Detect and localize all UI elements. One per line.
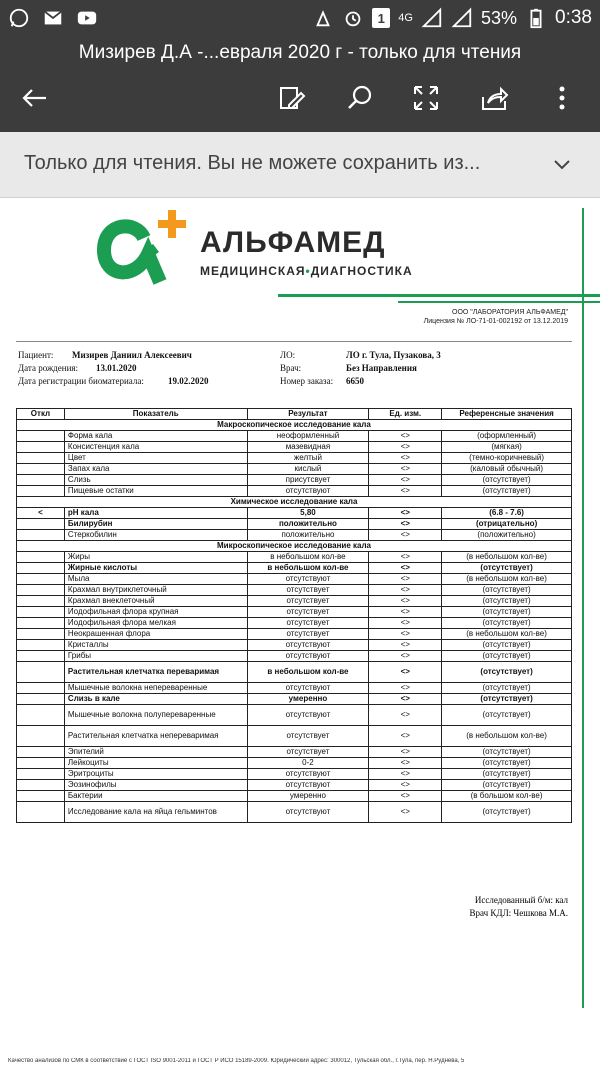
- cell-indicator: Консистенция кала: [64, 442, 247, 453]
- fullscreen-button[interactable]: [408, 80, 444, 116]
- read-only-banner[interactable]: [0, 132, 600, 198]
- cell-reference: (отсутствует): [442, 705, 572, 726]
- cell-deviation: [17, 596, 65, 607]
- cell-reference: (отсутствует): [442, 618, 572, 629]
- patient-label: Пациент:: [18, 350, 54, 360]
- cell-unit: <>: [369, 651, 442, 662]
- cell-unit: <>: [369, 694, 442, 705]
- cell-unit: <>: [369, 618, 442, 629]
- table-row: [17, 475, 572, 486]
- cell-unit: <>: [369, 552, 442, 563]
- logo-sub-part-2: ДИАГНОСТИКА: [310, 264, 413, 278]
- material-note: Исследованный б/м: кал: [474, 895, 568, 905]
- cell-indicator: Бактерии: [64, 791, 247, 802]
- quality-footnote: Качество анализов по СМК в соответствие с ГОСТ ISO 9001-2011 и ГОСТ Р ИСО 15189-2009. Юридический адрес: 300012, Тульская обл., г.Тула, пер. Н.Руднева, 5: [8, 1058, 465, 1064]
- cell-reference: (мягкая): [442, 442, 572, 453]
- cell-unit: <>: [369, 574, 442, 585]
- cell-deviation: [17, 705, 65, 726]
- cell-indicator: Жиры: [64, 552, 247, 563]
- cell-deviation: [17, 726, 65, 747]
- cell-unit: <>: [369, 802, 442, 823]
- patient-name: Мизирев Даниил Алексеевич: [72, 350, 192, 360]
- dob-value: 13.01.2020: [96, 363, 137, 373]
- cell-indicator: Неокрашенная флора: [64, 629, 247, 640]
- section-row: [17, 541, 572, 552]
- cell-unit: <>: [369, 780, 442, 791]
- table-header-row: [17, 409, 572, 420]
- cell-unit: <>: [369, 758, 442, 769]
- recycle-icon: [312, 7, 334, 29]
- cell-indicator: pH кала: [64, 508, 247, 519]
- cell-deviation: [17, 683, 65, 694]
- order-value: 6650: [346, 376, 364, 386]
- logo-line-horizontal: [278, 294, 600, 297]
- reg-value: 19.02.2020: [168, 376, 209, 386]
- cell-deviation: [17, 431, 65, 442]
- cell-result: отсутствуют: [247, 705, 369, 726]
- table-row: [17, 758, 572, 769]
- back-button[interactable]: [16, 80, 52, 116]
- cell-deviation: [17, 618, 65, 629]
- cell-deviation: [17, 464, 65, 475]
- cell-deviation: [17, 607, 65, 618]
- table-row: [17, 640, 572, 651]
- cell-reference: (в небольшом кол-ве): [442, 629, 572, 640]
- cell-indicator: Крахмал внеклеточный: [64, 596, 247, 607]
- cell-deviation: [17, 651, 65, 662]
- section-title: Макроскопическое исследование кала: [17, 420, 572, 431]
- cell-result: отсутствует: [247, 607, 369, 618]
- cell-unit: <>: [369, 607, 442, 618]
- cell-indicator: Пищевые остатки: [64, 486, 247, 497]
- whatsapp-icon: [8, 7, 30, 29]
- cell-unit: <>: [369, 519, 442, 530]
- cell-unit: <>: [369, 486, 442, 497]
- table-row: [17, 651, 572, 662]
- cell-unit: <>: [369, 747, 442, 758]
- cell-result: в небольшом кол-ве: [247, 662, 369, 683]
- cell-deviation: [17, 629, 65, 640]
- doctor-label: Врач:: [280, 363, 302, 373]
- table-row: [17, 431, 572, 442]
- share-button[interactable]: [476, 80, 512, 116]
- clock: 0:38: [555, 7, 592, 28]
- cell-reference: (отсутствует): [442, 475, 572, 486]
- table-row: [17, 607, 572, 618]
- app-toolbar: [0, 36, 600, 132]
- cell-deviation: [17, 574, 65, 585]
- logo-name: АЛЬФАМЕД: [200, 226, 386, 259]
- cell-indicator: Растительная клетчатка непереваримая: [64, 726, 247, 747]
- battery-percent: 53%: [480, 7, 518, 28]
- cell-reference: (отсутствует): [442, 651, 572, 662]
- cell-result: отсутствует: [247, 596, 369, 607]
- table-row: [17, 662, 572, 683]
- cell-deviation: <: [17, 508, 65, 519]
- cell-reference: (отсутствует): [442, 758, 572, 769]
- alarm-icon: [342, 7, 364, 29]
- document-page: [0, 198, 600, 1065]
- youtube-icon: [76, 7, 98, 29]
- toolbar-actions: [0, 80, 600, 124]
- cell-deviation: [17, 747, 65, 758]
- cell-indicator: Мыла: [64, 574, 247, 585]
- cell-unit: <>: [369, 629, 442, 640]
- table-row: [17, 596, 572, 607]
- cell-unit: <>: [369, 453, 442, 464]
- logo-sub-part-1: МЕДИЦИНСКАЯ: [200, 264, 306, 278]
- cell-reference: (6.8 - 7.6): [442, 508, 572, 519]
- table-row: [17, 747, 572, 758]
- cell-indicator: Слизь: [64, 475, 247, 486]
- cell-result: кислый: [247, 464, 369, 475]
- cell-unit: <>: [369, 683, 442, 694]
- lo-value: ЛО г. Тула, Пузакова, 3: [346, 350, 441, 360]
- cell-deviation: [17, 802, 65, 823]
- share-icon: [479, 83, 509, 113]
- more-vertical-icon: [547, 83, 577, 113]
- logo-dot: •: [305, 264, 311, 278]
- search-icon: [345, 83, 375, 113]
- cell-result: желтый: [247, 453, 369, 464]
- cell-reference: (отсутствует): [442, 607, 572, 618]
- logo-subtitle: [200, 264, 413, 278]
- cell-result: отсутствуют: [247, 486, 369, 497]
- banner-text: Только для чтения. Вы не можете сохранить из...: [24, 152, 481, 174]
- cell-result: отсутствует: [247, 585, 369, 596]
- header-unit: Ед. изм.: [369, 409, 442, 420]
- cell-unit: <>: [369, 464, 442, 475]
- cell-result: мазевидная: [247, 442, 369, 453]
- cell-deviation: [17, 552, 65, 563]
- cell-unit: <>: [369, 530, 442, 541]
- document-title: Мизирев Д.А -...евраля 2020 г - только для чтения: [78, 42, 522, 63]
- header-otkl: Откл: [17, 409, 65, 420]
- cell-result: 0-2: [247, 758, 369, 769]
- cell-result: в небольшом кол-ве: [247, 552, 369, 563]
- table-row: [17, 486, 572, 497]
- cell-result: в небольшом кол-ве: [247, 563, 369, 574]
- section-row: [17, 420, 572, 431]
- cell-indicator: Жирные кислоты: [64, 563, 247, 574]
- cell-result: отсутствуют: [247, 780, 369, 791]
- cell-reference: (отсутствует): [442, 563, 572, 574]
- table-row: [17, 791, 572, 802]
- table-row: [17, 705, 572, 726]
- cell-deviation: [17, 585, 65, 596]
- cell-indicator: Эозинофилы: [64, 780, 247, 791]
- header-reference: Референсные значения: [442, 409, 572, 420]
- table-row: [17, 694, 572, 705]
- cell-result: отсутствуют: [247, 769, 369, 780]
- table-row: [17, 683, 572, 694]
- cell-reference: (отсутствует): [442, 683, 572, 694]
- more-button[interactable]: [544, 80, 580, 116]
- signal-2-icon: [451, 7, 473, 29]
- lo-label: ЛО:: [280, 350, 296, 360]
- cell-indicator: Стеркобилин: [64, 530, 247, 541]
- cell-unit: <>: [369, 640, 442, 651]
- table-row: [17, 508, 572, 519]
- order-label: Номер заказа:: [280, 376, 334, 386]
- cell-reference: (оформленный): [442, 431, 572, 442]
- cell-result: отсутствуют: [247, 651, 369, 662]
- lab-name: ООО "ЛАБОРАТОРИЯ АЛЬФАМЕД": [452, 309, 568, 316]
- reg-label: Дата регистрации биоматериала:: [18, 376, 144, 386]
- cell-reference: (темно-коричневый): [442, 453, 572, 464]
- status-bar: [0, 0, 600, 36]
- table-row: [17, 726, 572, 747]
- cell-reference: (отсутствует): [442, 769, 572, 780]
- cell-unit: <>: [369, 769, 442, 780]
- chevron-down-icon[interactable]: [550, 152, 574, 176]
- lab-doctor: Врач КДЛ: Чешкова М.А.: [469, 908, 568, 918]
- table-row: [17, 629, 572, 640]
- cell-indicator: Запах кала: [64, 464, 247, 475]
- cell-indicator: Билирубин: [64, 519, 247, 530]
- cell-unit: <>: [369, 726, 442, 747]
- table-row: [17, 585, 572, 596]
- cell-indicator: Иодофильная флора крупная: [64, 607, 247, 618]
- cell-reference: (отсутствует): [442, 486, 572, 497]
- pen-icon: [277, 83, 307, 113]
- results-table: [16, 408, 572, 823]
- cell-indicator: Исследование кала на яйца гельминтов: [64, 802, 247, 823]
- cell-deviation: [17, 475, 65, 486]
- cell-result: отсутствует: [247, 618, 369, 629]
- cell-result: неоформленный: [247, 431, 369, 442]
- cell-deviation: [17, 758, 65, 769]
- cell-reference: (положительно): [442, 530, 572, 541]
- sim-number: 1: [377, 10, 385, 26]
- cell-result: отсутствует: [247, 747, 369, 758]
- table-row: [17, 552, 572, 563]
- table-row: [17, 618, 572, 629]
- header-indicator: Показатель: [64, 409, 247, 420]
- logo-line-vertical: [582, 208, 584, 1008]
- table-row: [17, 442, 572, 453]
- cell-indicator: Кристаллы: [64, 640, 247, 651]
- cell-reference: (в небольшом кол-ве): [442, 574, 572, 585]
- network-type: 4G: [398, 12, 413, 24]
- doctor-value: Без Направления: [346, 363, 417, 373]
- cell-indicator: Грибы: [64, 651, 247, 662]
- lab-info: [424, 308, 568, 326]
- cell-deviation: [17, 780, 65, 791]
- cell-unit: <>: [369, 475, 442, 486]
- cell-indicator: Растительная клетчатка переваримая: [64, 662, 247, 683]
- cell-unit: <>: [369, 442, 442, 453]
- cell-result: присутсвует: [247, 475, 369, 486]
- cell-result: отсутствуют: [247, 574, 369, 585]
- cell-indicator: Лейкоциты: [64, 758, 247, 769]
- cell-reference: (отсутствует): [442, 780, 572, 791]
- cell-reference: (отсутствует): [442, 662, 572, 683]
- cell-indicator: Мышечные волокна непереваренные: [64, 683, 247, 694]
- cell-result: отсутствуют: [247, 802, 369, 823]
- cell-indicator: Эпителий: [64, 747, 247, 758]
- table-row: [17, 453, 572, 464]
- section-row: [17, 497, 572, 508]
- sim-icon: [372, 8, 390, 28]
- arrow-left-icon: [19, 83, 49, 113]
- cell-result: отсутствует: [247, 629, 369, 640]
- cell-indicator: Цвет: [64, 453, 247, 464]
- cell-unit: <>: [369, 791, 442, 802]
- results-body: [17, 420, 572, 823]
- cell-reference: (в небольшом кол-ве): [442, 726, 572, 747]
- cell-deviation: [17, 791, 65, 802]
- cell-deviation: [17, 769, 65, 780]
- cell-unit: <>: [369, 431, 442, 442]
- mail-icon: [42, 7, 64, 29]
- cell-indicator: Иодофильная флора мелкая: [64, 618, 247, 629]
- cell-deviation: [17, 530, 65, 541]
- cell-reference: (отсутствует): [442, 747, 572, 758]
- cell-reference: (в небольшом кол-ве): [442, 552, 572, 563]
- table-row: [17, 519, 572, 530]
- cell-result: отсутствуют: [247, 683, 369, 694]
- cell-reference: (отсутствует): [442, 694, 572, 705]
- table-row: [17, 802, 572, 823]
- header-divider: [16, 341, 572, 342]
- cell-indicator: Крахмал внутриклеточный: [64, 585, 247, 596]
- cell-unit: <>: [369, 662, 442, 683]
- cell-indicator: Форма кала: [64, 431, 247, 442]
- cell-unit: <>: [369, 596, 442, 607]
- cell-indicator: Мышечные волокна полупереваренные: [64, 705, 247, 726]
- cell-reference: (отрицательно): [442, 519, 572, 530]
- section-title: Химическое исследование кала: [17, 497, 572, 508]
- header-result: Результат: [247, 409, 369, 420]
- alpha-logo-icon: [96, 208, 196, 288]
- cell-reference: (отсутствует): [442, 802, 572, 823]
- signal-icon: [421, 7, 443, 29]
- cell-deviation: [17, 453, 65, 464]
- cell-reference: (в большом кол-ве): [442, 791, 572, 802]
- cell-deviation: [17, 694, 65, 705]
- section-title: Микроскопическое исследование кала: [17, 541, 572, 552]
- cell-deviation: [17, 442, 65, 453]
- logo-line-horizontal-2: [398, 301, 600, 303]
- cell-reference: (отсутствует): [442, 585, 572, 596]
- edit-button[interactable]: [274, 80, 310, 116]
- cell-result: отсутствует: [247, 726, 369, 747]
- cell-deviation: [17, 640, 65, 651]
- table-row: [17, 780, 572, 791]
- battery-icon: [525, 7, 547, 29]
- cell-unit: <>: [369, 585, 442, 596]
- cell-unit: <>: [369, 705, 442, 726]
- table-row: [17, 464, 572, 475]
- table-row: [17, 530, 572, 541]
- cell-unit: <>: [369, 508, 442, 519]
- table-row: [17, 563, 572, 574]
- cell-result: положительно: [247, 530, 369, 541]
- cell-indicator: Эритроциты: [64, 769, 247, 780]
- expand-icon: [411, 83, 441, 113]
- cell-result: умеренно: [247, 791, 369, 802]
- cell-deviation: [17, 563, 65, 574]
- cell-result: отсутствуют: [247, 640, 369, 651]
- table-row: [17, 574, 572, 585]
- cell-unit: <>: [369, 563, 442, 574]
- table-row: [17, 769, 572, 780]
- cell-reference: (отсутствует): [442, 640, 572, 651]
- cell-deviation: [17, 662, 65, 683]
- cell-reference: (отсутствует): [442, 596, 572, 607]
- cell-reference: (каловый обычный): [442, 464, 572, 475]
- search-button[interactable]: [342, 80, 378, 116]
- cell-indicator: Слизь в кале: [64, 694, 247, 705]
- cell-deviation: [17, 486, 65, 497]
- dob-label: Дата рождения:: [18, 363, 79, 373]
- cell-result: положительно: [247, 519, 369, 530]
- cell-result: умеренно: [247, 694, 369, 705]
- cell-deviation: [17, 519, 65, 530]
- lab-license: Лицензия № ЛО-71-01-002192 от 13.12.2019: [423, 318, 568, 325]
- cell-result: 5,80: [247, 508, 369, 519]
